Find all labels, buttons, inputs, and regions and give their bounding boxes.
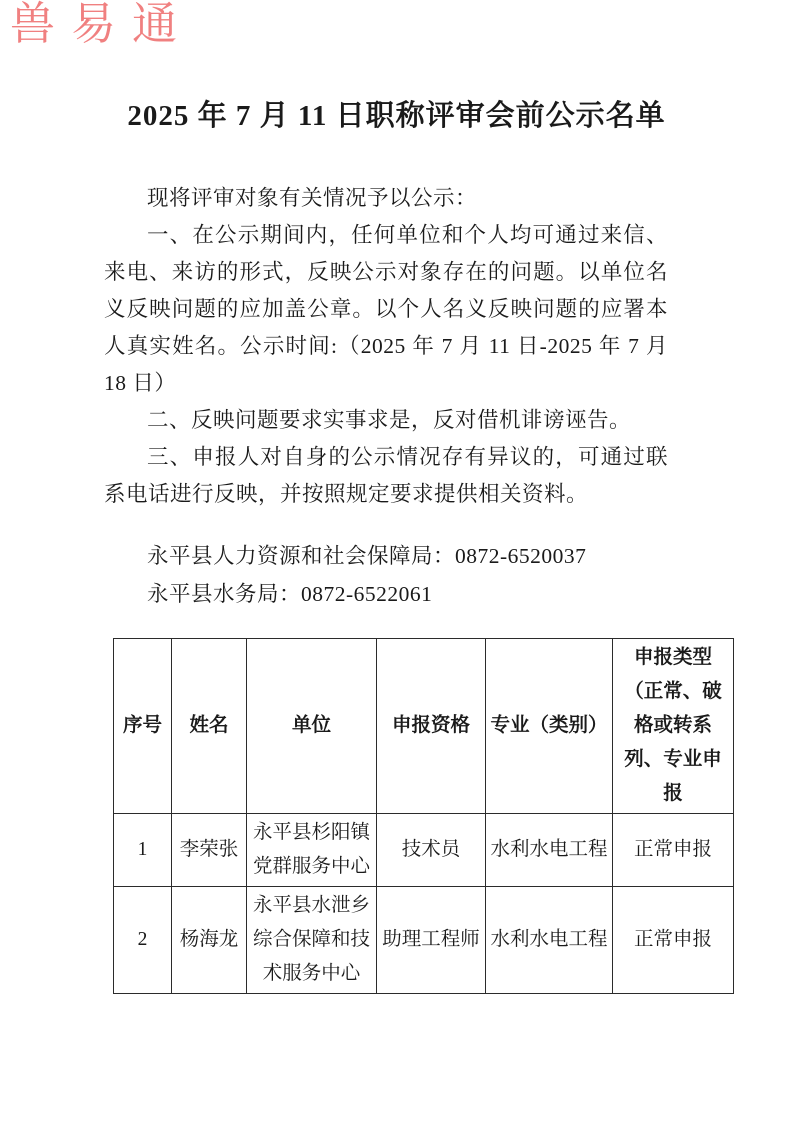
table-header-row [114,639,734,814]
paragraph-item1: 一、在公示期间内，任何单位和个人均可通过来信、来电、来访的形式，反映公示对象存在的问题。以单位名义反映问题的应加盖公章。以个人名义反映问题的应署本人真实姓名。公示时间:（2025 年 7 月 11 日-2025 年 7 月 18 日） [104,223,668,395]
cell-specialty-category: 水利水电工程 [486,814,613,887]
table-row [114,887,734,994]
contact-water-affairs-bureau: 永平县水务局：0872-6522061 [147,582,433,606]
cell-name: 李荣张 [172,814,247,887]
col-header-specialty-category: 专业（类别） [486,639,613,814]
cell-application-type: 正常申报 [613,887,734,994]
cell-serial-number: 1 [114,814,172,887]
cell-name: 杨海龙 [172,887,247,994]
cell-application-type: 正常申报 [613,814,734,887]
col-header-work-unit: 单位 [247,639,377,814]
cell-work-unit: 永平县杉阳镇党群服务中心 [247,814,377,887]
contact-hr-social-security-bureau: 永平县人力资源和社会保障局：0872-6520037 [147,544,587,568]
cell-applied-qualification: 技术员 [377,814,486,887]
col-header-application-type: 申报类型（正常、破格或转系列、专业申报 [613,639,734,814]
paragraph-item2: 二、反映问题要求实事求是，反对借机诽谤诬告。 [147,408,632,432]
cell-applied-qualification: 助理工程师 [377,887,486,994]
col-header-serial-number: 序号 [114,639,172,814]
applicant-roster-table [113,638,734,994]
cell-specialty-category: 水利水电工程 [486,887,613,994]
cell-serial-number: 2 [114,887,172,994]
col-header-name: 姓名 [172,639,247,814]
watermark-logo: 兽易通 [10,0,194,49]
body-text [0,180,793,613]
paragraph-item3: 三、申报人对自身的公示情况存有异议的，可通过联系电话进行反映，并按照规定要求提供相关资料。 [104,445,668,506]
document-title: 2025 年 7 月 11 日职称评审会前公示名单 [127,100,666,132]
table-row [114,814,734,887]
cell-work-unit: 永平县水泄乡综合保障和技术服务中心 [247,887,377,994]
paragraph-intro: 现将评审对象有关情况予以公示： [147,186,478,210]
col-header-applied-qualification: 申报资格 [377,639,486,814]
